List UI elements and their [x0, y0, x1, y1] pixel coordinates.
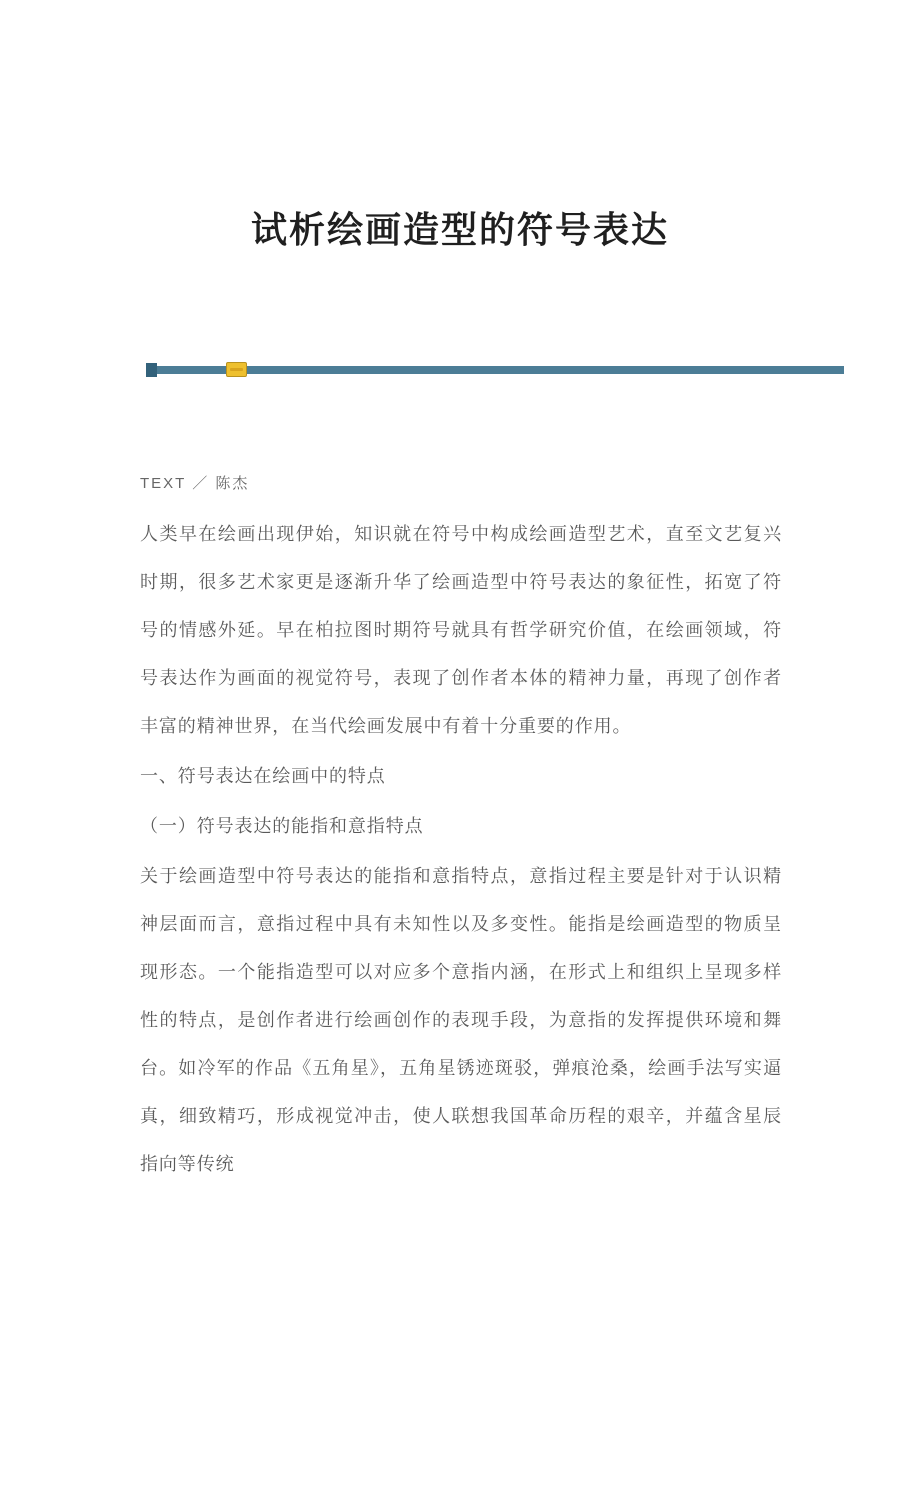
subsection-heading: （一）符号表达的能指和意指特点 — [140, 816, 424, 836]
document-page — [0, 206, 920, 1508]
intro-paragraph: 人类早在绘画出现伊始，知识就在符号中构成绘画造型艺术，直至文艺复兴时期，很多艺术家更是逐渐升华了绘画造型中符号表达的象征性，拓宽了符号的情感外延。早在柏拉图时期符号就具有哲学研究价值，在绘画领域，符号表达作为画面的视觉符号，表现了创作者本体的精神力量，再现了创作者丰富的精神世界，在当代绘画发展中有着十分重要的作用。 — [140, 524, 782, 736]
article-content — [140, 460, 782, 1188]
byline: TEXT ／ 陈杰 — [140, 475, 250, 492]
gold-seal-icon — [226, 362, 247, 377]
section-heading: 一、符号表达在绘画中的特点 — [140, 766, 386, 786]
decorative-divider — [146, 366, 844, 374]
article-title: 试析绘画造型的符号表达 — [250, 209, 669, 250]
divider-line — [146, 366, 844, 374]
divider-end-cap — [146, 363, 157, 377]
body-paragraph: 关于绘画造型中符号表达的能指和意指特点，意指过程主要是针对于认识精神层面而言，意指过程中具有未知性以及多变性。能指是绘画造型的物质呈现形态。一个能指造型可以对应多个意指内涵，在形式上和组织上呈现多样性的特点，是创作者进行绘画创作的表现手段，为意指的发挥提供环境和舞台。如冷军的作品《五角星》，五角星锈迹斑驳，弹痕沧桑，绘画手法写实逼真，细致精巧，形成视觉冲击，使人联想我国革命历程的艰辛，并蕴含星辰指向等传统 — [140, 866, 782, 1174]
